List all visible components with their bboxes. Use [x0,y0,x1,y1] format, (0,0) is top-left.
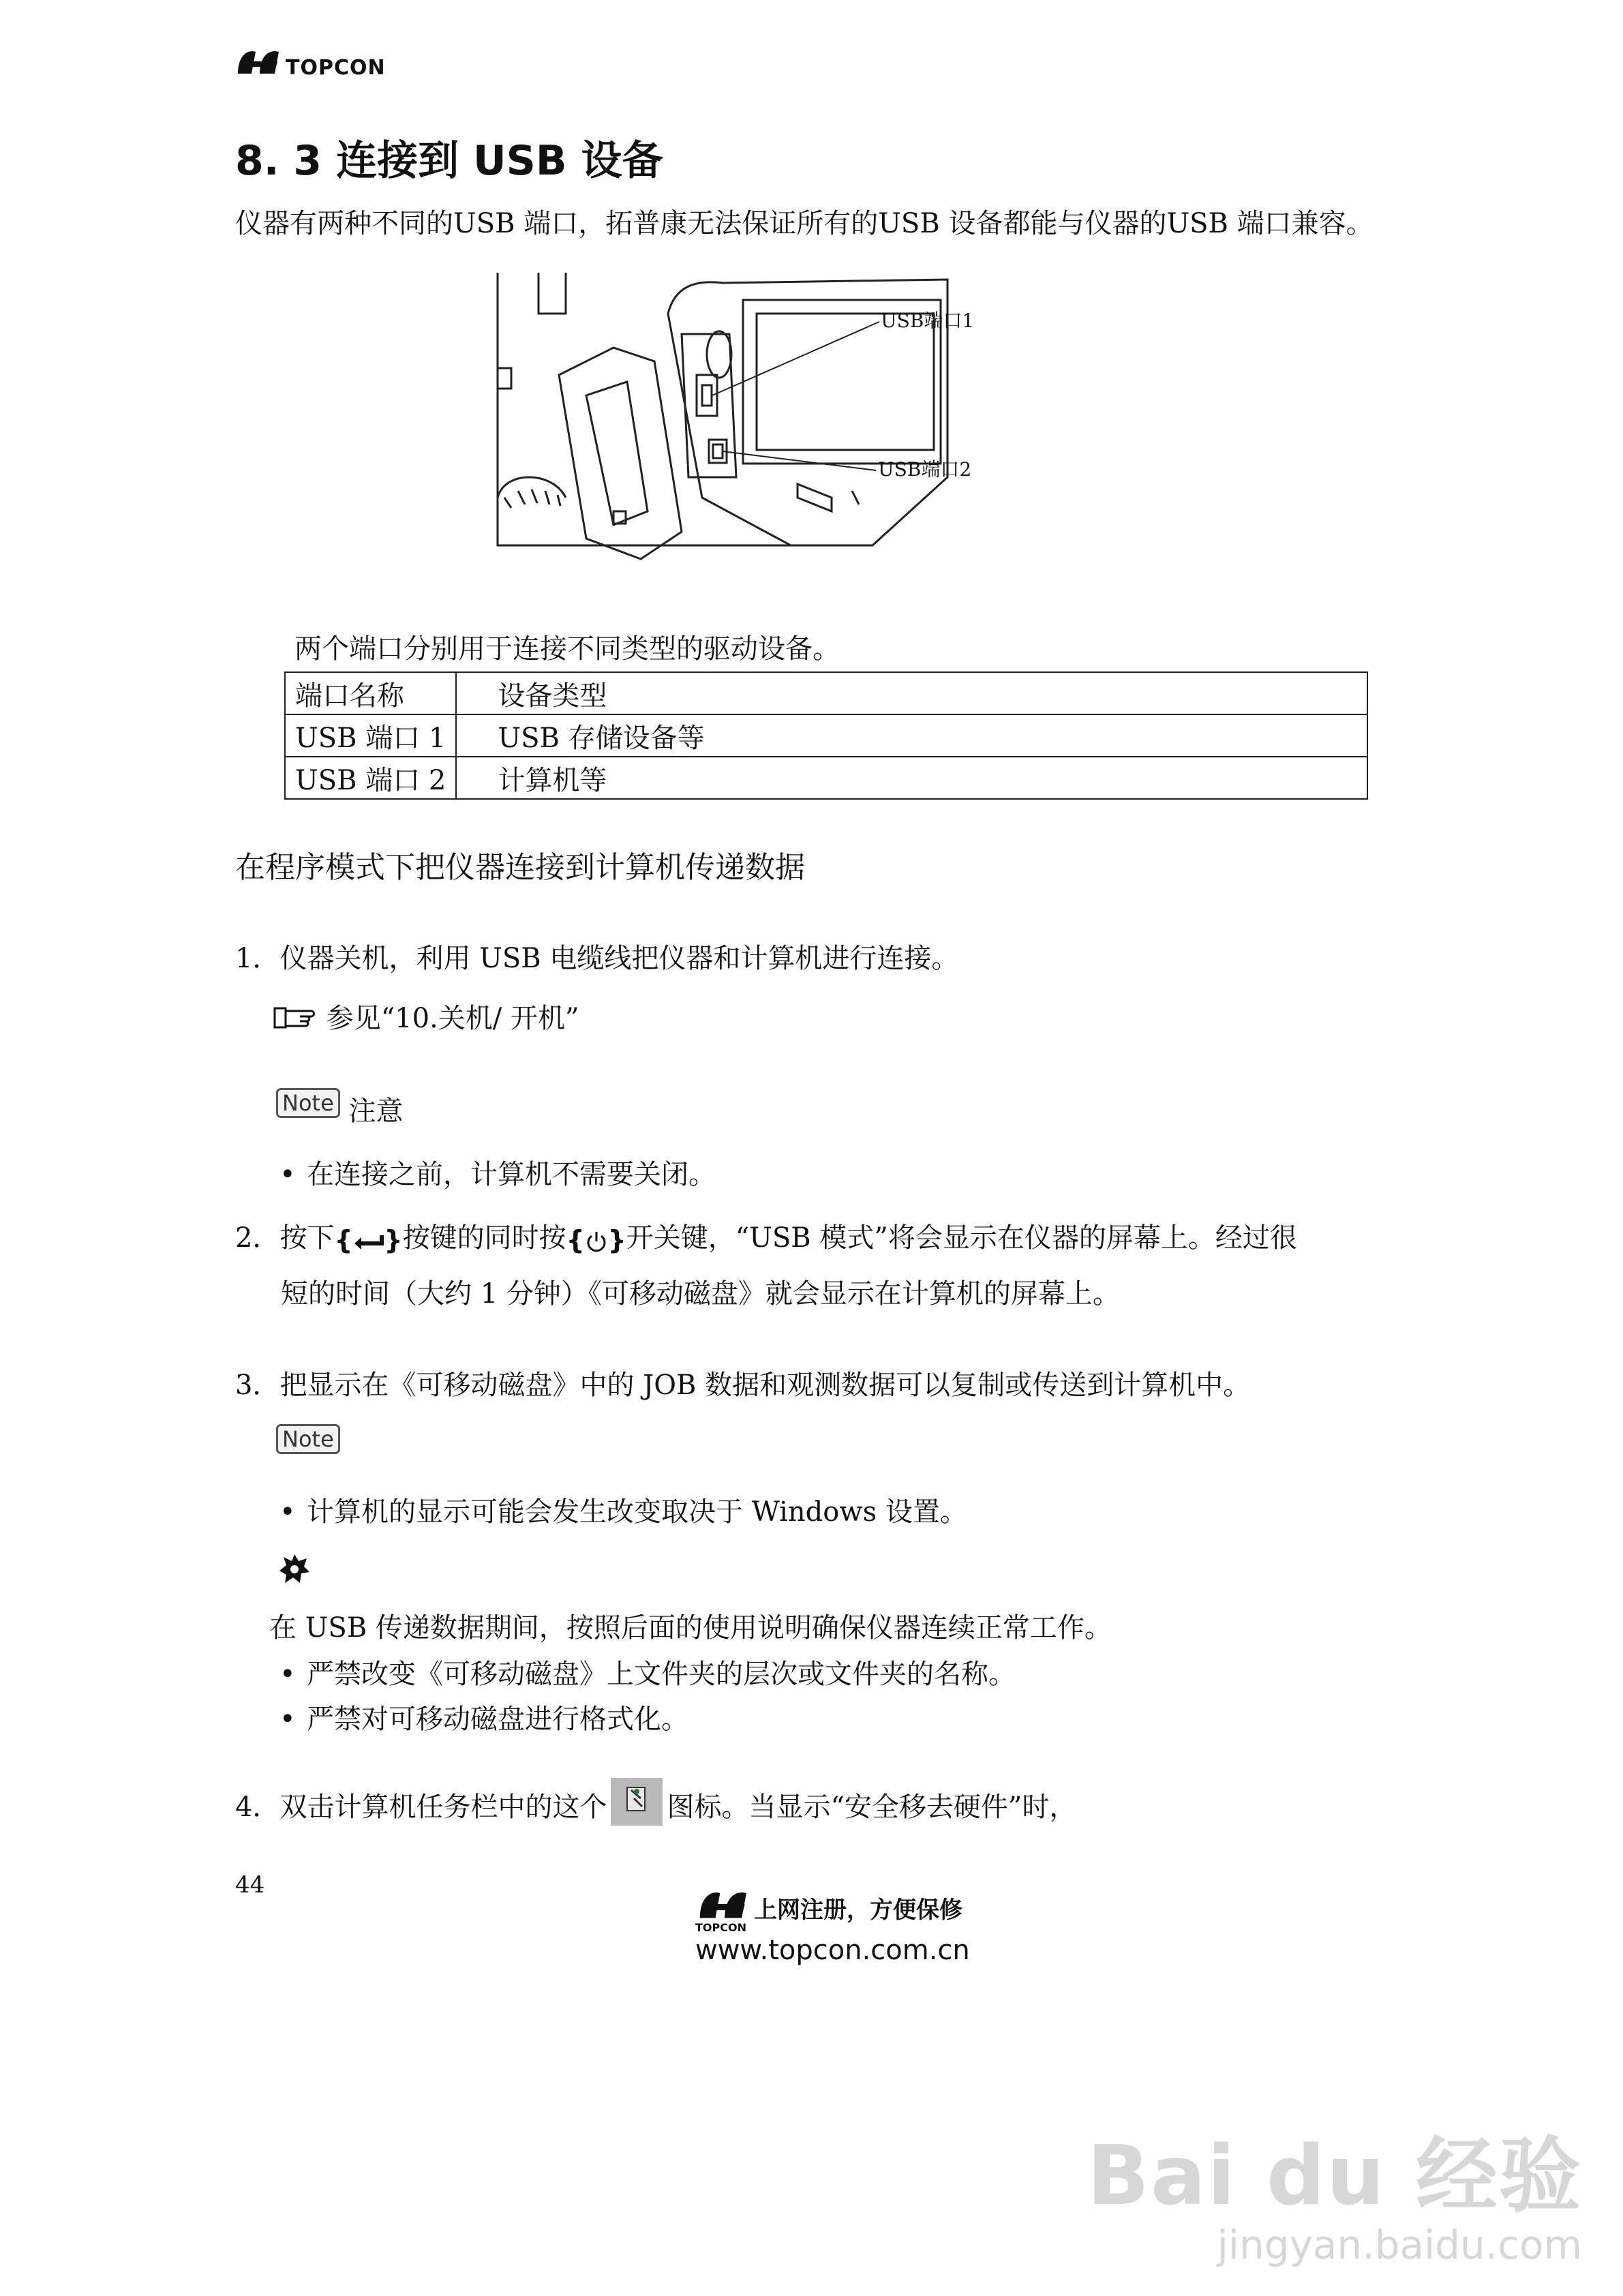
topcon-mark-icon [235,46,283,76]
note-heading [276,1084,404,1127]
note-bullet: • 在连接之前，计算机不需要关闭。 [279,1159,716,1190]
watermark-url: jingyan.baidu.com [1217,2222,1582,2268]
note-icon: Note [276,1088,340,1118]
table-cell: USB 端口 1 [285,714,456,757]
step-4 [235,1778,1076,1834]
caution-intro: 在 USB 传递数据期间，按照后面的使用说明确保仪器连续正常工作。 [269,1612,1112,1644]
table-row [285,714,1367,757]
topcon-logo [235,46,386,80]
topcon-mark-icon [695,1887,753,1921]
reference-line [273,1001,579,1036]
step-text: 图标。当显示“安全移去硬件”时， [667,1792,1077,1823]
watermark-brand: Bai du 经验 [1087,2129,1582,2224]
safely-remove-hardware-icon [611,1778,663,1834]
brand-wordmark: TOPCON [286,56,386,80]
step-number: 4． [235,1792,280,1823]
usb-ports-figure [477,273,995,593]
step-text: 把显示在《可移动磁盘》中的 JOB 数据和观测数据可以复制或传送到计算机中。 [279,1370,1251,1401]
step-number: 2． [235,1222,280,1254]
step-3 [235,1368,1250,1403]
step-text: 双击计算机任务栏中的这个 [279,1792,607,1823]
step-2 [235,1220,1297,1256]
footer-url: www.topcon.com.cn [695,1935,970,1966]
page-number: 44 [235,1871,265,1899]
table-caption: 两个端口分别用于连接不同类型的驱动设备。 [294,633,840,665]
step-text: 按键的同时按 [402,1222,566,1254]
step-text: 仪器关机，利用 USB 电缆线把仪器和计算机进行连接。 [279,943,959,974]
intro-paragraph: 仪器有两种不同的USB 端口，拓普康无法保证所有的USB 设备都能与仪器的USB 端口兼容。 [235,208,1374,239]
step-text: 按下 [279,1222,335,1254]
step-2-continued: 短的时间（大约 1 分钟）《可移动磁盘》就会显示在计算机的屏幕上。 [281,1278,1120,1310]
note-icon: Note [276,1424,340,1454]
table-header-cell: 端口名称 [285,672,456,714]
footer-brand: TOPCON [695,1921,746,1934]
usb-port-table [284,671,1368,800]
step-number: 3． [235,1370,280,1401]
step-1 [235,941,958,976]
footer-slogan: 上网注册，方便保修 [754,1897,962,1924]
table-header-row [285,672,1367,714]
note-title: 注意 [348,1096,404,1127]
bullet-text: 严禁对可移动磁盘进行格式化。 [307,1704,688,1735]
table-cell: 计算机等 [456,757,1367,799]
bullet-text: 计算机的显示可能会发生改变取决于 Windows 设置。 [307,1496,967,1528]
baidu-watermark [1087,2129,1582,2269]
table-header-cell: 设备类型 [456,672,1367,714]
step-number: 1． [235,943,280,974]
note-bullet: • 计算机的显示可能会发生改变取决于 Windows 设置。 [279,1496,967,1528]
caution-bullet: • 严禁对可移动磁盘进行格式化。 [279,1704,688,1735]
pointing-hand-icon [273,1004,318,1031]
table-cell: USB 存储设备等 [456,714,1367,757]
bullet-text: 在连接之前，计算机不需要关闭。 [307,1159,716,1190]
table-cell: USB 端口 2 [285,757,456,799]
bullet-text: 严禁改变《可移动磁盘》上文件夹的层次或文件夹的名称。 [307,1659,1016,1690]
step-text: 开关键，“USB 模式”将会显示在仪器的屏幕上。经过很 [626,1222,1297,1254]
label-usb-port-1: USB端口1 [881,309,975,332]
reference-text: 参见“10.关机/ 开机” [326,1003,579,1034]
note-2-heading [276,1426,340,1452]
label-usb-port-2: USB端口2 [878,458,972,481]
table-row [285,757,1367,799]
caution-bullet: • 严禁改变《可移动磁盘》上文件夹的层次或文件夹的名称。 [279,1659,1016,1690]
power-key-icon: { } [566,1225,626,1255]
caution-icon [278,1553,311,1586]
enter-key-icon: { } [334,1225,403,1255]
section-title: 8. 3 连接到 USB 设备 [235,137,663,185]
subsection-title: 在程序模式下把仪器连接到计算机传递数据 [235,850,805,885]
